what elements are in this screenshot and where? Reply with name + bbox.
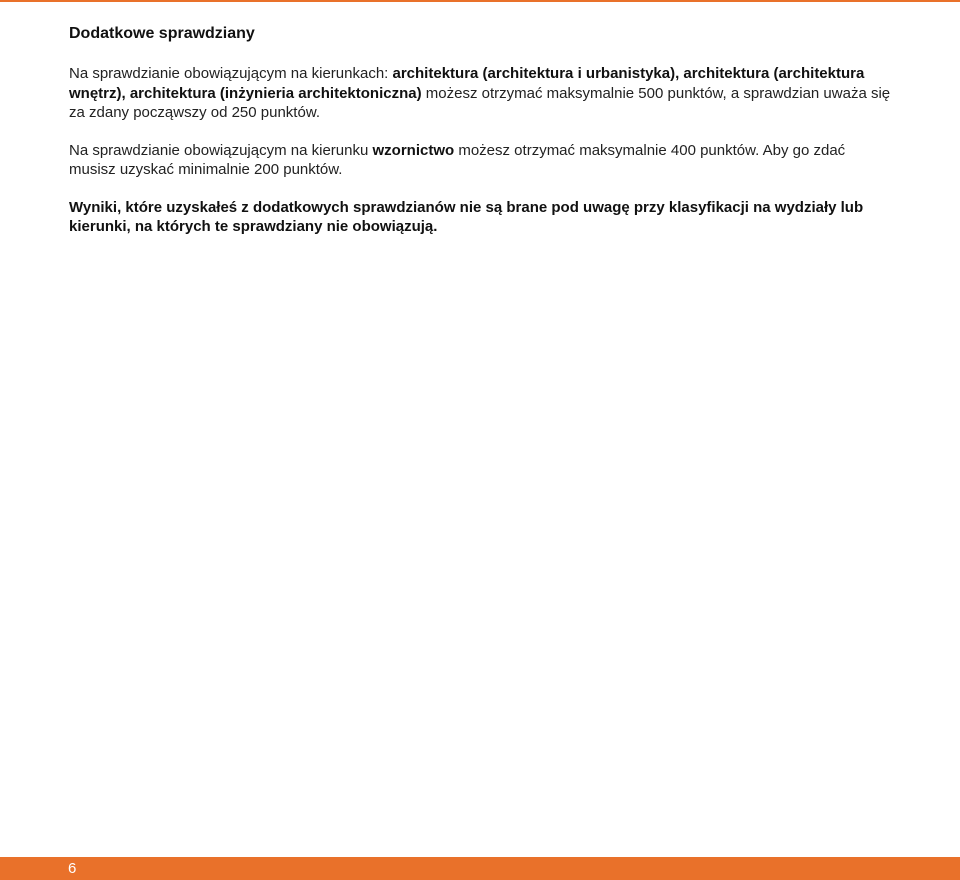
top-accent-rule [0, 0, 960, 2]
paragraph-design-program: wzornictwo [372, 141, 455, 159]
paragraph-design-rest: możesz otrzymać maksymalnie 400 punktów. Aby go zdać musisz uzyskać minimalnie 200 punktów. [69, 141, 846, 178]
paragraph-architecture-intro: Na sprawdzianie obowiązującym na kierunkach: [69, 65, 393, 82]
footer-bar [0, 857, 960, 880]
paragraph-design-intro: Na sprawdzianie obowiązującym na kierunku [69, 141, 373, 159]
paragraph-design [69, 141, 895, 180]
paragraph-architecture-programs: architektura (architektura i urbanistyka), architektura (architektura wnętrz), architektura (inżynieria architektoniczna) [69, 65, 865, 102]
paragraph-results-note: Wyniki, które uzyskałeś z dodatkowych sprawdzianów nie są brane pod uwagę przy klasyfikacji na wydziały lub kierunki, na których te sprawdziany nie obowiązują. [69, 198, 864, 235]
paragraph-architecture [69, 64, 895, 123]
document-body [69, 24, 895, 255]
page-number: 6 [68, 860, 77, 877]
paragraph-architecture-rest: możesz otrzymać maksymalnie 500 punktów, a sprawdzian uważa się za zdany począwszy od 250 punktów. [69, 84, 891, 121]
section-heading: Dodatkowe sprawdziany [69, 25, 255, 42]
